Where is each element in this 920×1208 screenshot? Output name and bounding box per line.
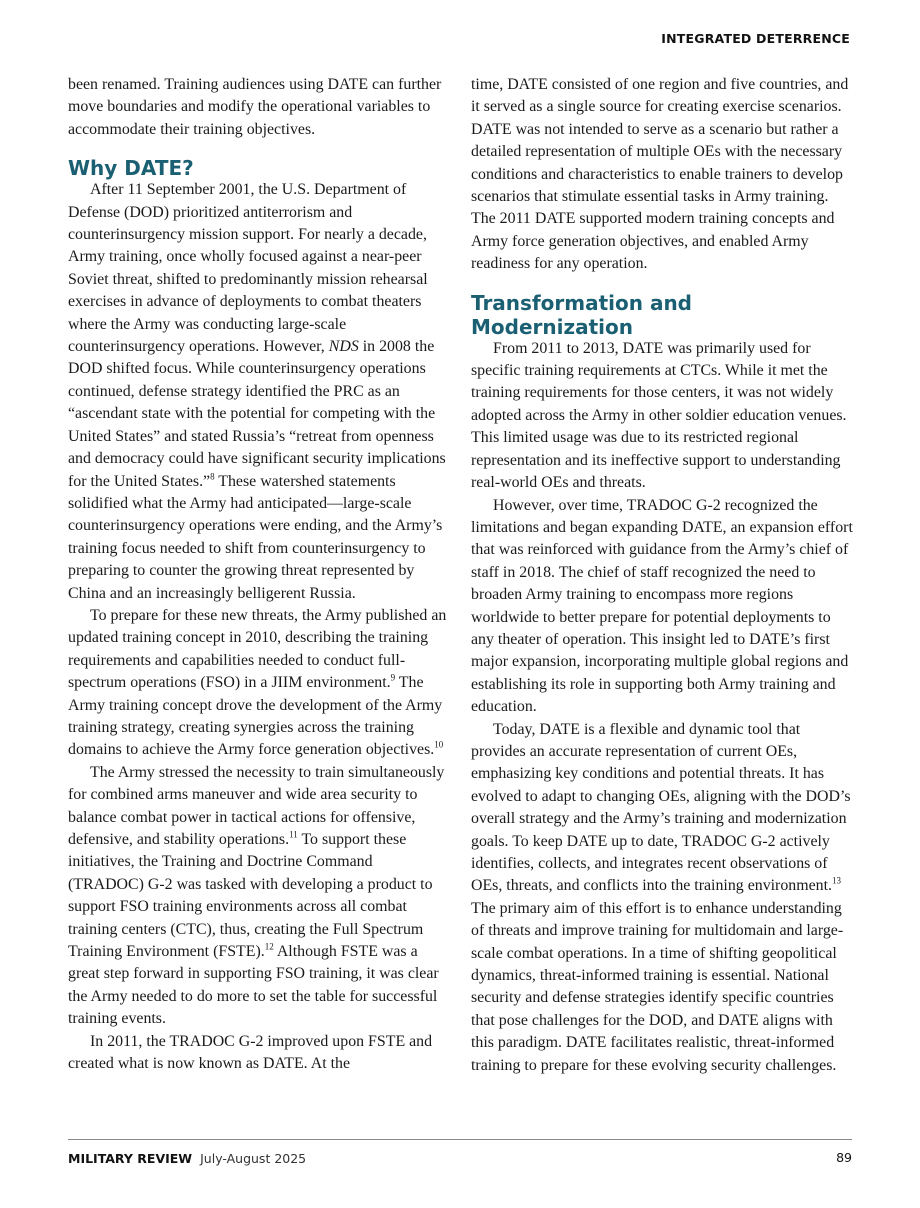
- paragraph: However, over time, TRADOC G-2 recognized the limitations and began expanding DATE, an expansion effort that was reinforced with guidance from the Army’s chief of staff in 2018. The chief of staff recognized the need to broaden Army training to encompass more regions worldwide to better prepare for potential deployments to any theater of operation. This insight led to DATE’s first major expansion, incorporating multiple global regions and establishing its role in supporting both Army training and education.: [471, 496, 853, 716]
- footnote-ref: 10: [434, 740, 444, 751]
- paragraph-continued: been renamed. Training audiences using DATE can further move boundaries and modify the operational variables to accommodate their training objectives.: [68, 76, 442, 138]
- section-heading-why-date: Why DATE?: [68, 156, 194, 181]
- footnote-ref: 9: [390, 672, 396, 683]
- paragraph: Today, DATE is a flexible and dynamic tool that provides an accurate representation of current OEs, emphasizing key conditions and potential threats. It has evolved to adapt to changing OEs, aligning with the DOD’s overall strategy and the Army’s training and modernization goals. To keep DATE up to date, TRADOC G-2 actively identifies, collects, and integrates recent observations of OEs, threats, and conflicts into the training environment.$^{13}$ The primary aim of this effort is to enhance understanding of threats and improve training for multidomain and large-scale combat operations. In a time of shifting geopolitical dynamics, threat-informed training is essential. National security and defense strategies identify specific countries that pose challenges for the DOD, and DATE aligns with this paradigm. DATE facilitates realistic, threat-informed training to prepare for these evolving security challenges.: [471, 720, 851, 1074]
- paragraph: The Army stressed the necessity to train simultaneously for combined arms maneuver and wide area security to balance combat power in tactical actions for offensive, defensive, and stability operations.$^{11}$ To support these initiatives, the Training and Doctrine Command (TRADOC) G-2 was tasked with developing a product to support FSO training environments across all combat training centers (CTC), thus, creating the Full Spectrum Training Environment (FSTE).$^{12}$ Although FSTE was a great step forward in supporting FSO training, it was clear the Army needed to do more to set the table for successful training events.: [68, 763, 445, 1028]
- paragraph: From 2011 to 2013, DATE was primarily used for specific training requirements at CTCs. While it met the training requirements for those centers, it was not widely adopted across the Army in other soldier education venues. This limited usage was due to its restricted regional representation and its ineffective support to understanding real-world OEs and threats.: [471, 339, 847, 492]
- left-column: [68, 74, 450, 1075]
- emphasis-nds: NDS: [328, 338, 359, 356]
- page-footer: [68, 1150, 852, 1170]
- paragraph: To prepare for these new threats, the Army published an updated training concept in 2010, describing the training requirements and capabilities needed to conduct full-spectrum operations (FSO) in a JIIM environment.$^9$ The Army training concept drove the development of the Army training strategy, creating synergies across the training domains to achieve the Army force generation objectives.$^{10}$: [68, 606, 447, 759]
- right-column: [471, 74, 853, 1077]
- footnote-ref: 8: [210, 471, 215, 482]
- footnote-ref: 11: [289, 829, 298, 840]
- section-heading-transformation: Transformation and Modernization: [471, 290, 692, 339]
- issue-date: July-August 2025: [200, 1151, 307, 1166]
- footer-divider: [68, 1139, 852, 1140]
- paragraph: In 2011, the TRADOC G-2 improved upon FSTE and created what is now known as DATE. At the: [68, 1032, 433, 1073]
- page-number: 89: [836, 1150, 852, 1165]
- footnote-ref: 12: [264, 941, 274, 952]
- paragraph-continued: time, DATE consisted of one region and five countries, and it served as a single source for creating exercise scenarios. DATE was not intended to serve as a scenario but rather a detailed representation of multiple OEs with the necessary conditions and characteristics to enable trainers to develop scenarios that stimulate essential tasks in Army training. The 2011 DATE supported modern training concepts and Army force generation objectives, and enabled Army readiness for any operation.: [471, 76, 849, 273]
- footnote-ref: 13: [831, 876, 841, 887]
- paragraph: After 11 September 2001, the U.S. Department of Defense (DOD) prioritized antiterrorism and counterinsurgency mission support. For nearly a decade, Army training, once wholly focused against a near-peer Soviet threat, shifted to predominantly mission rehearsal exercises in advance of deployments to combat theaters where the Army was conducting large-scale counterinsurgency operations. However, NDS in 2008 the DOD shifted focus. While counterinsurgency operations continued, defense strategy identified the PRC as an “ascendant state with the potential for competing with the United States” and stated Russia’s “retreat from openness and democracy could have significant security implications for the United States.”$^8$ These watershed statements solidified what the Army had anticipated—large-scale counterinsurgency operations were ending, and the Army’s training focus needed to shift from counterinsurgency to preparing to counter the growing threat represented by China and an increasingly belligerent Russia.: [68, 181, 446, 602]
- running-header: INTEGRATED DETERRENCE: [661, 31, 850, 46]
- publication-name: MILITARY REVIEW: [68, 1151, 193, 1166]
